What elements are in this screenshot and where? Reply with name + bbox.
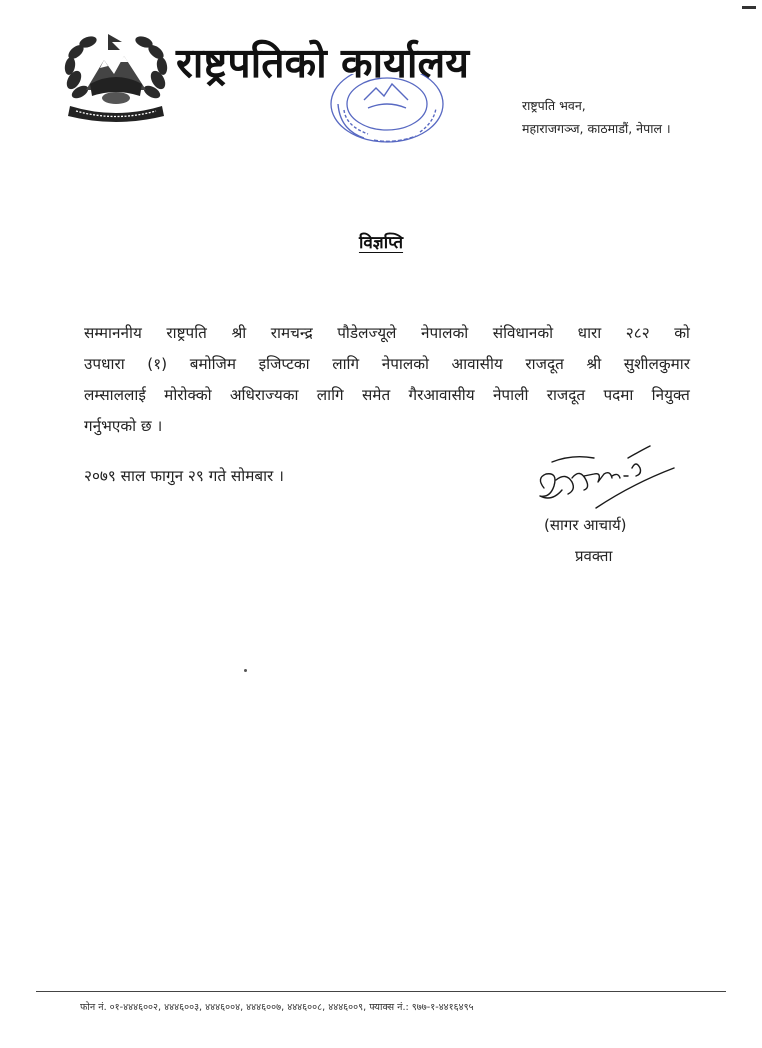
corner-mark	[742, 6, 756, 9]
signatory-name: (सागर आचार्य)	[544, 516, 627, 534]
word: नेपाली	[492, 386, 529, 404]
word: (१)	[147, 355, 168, 373]
address-line: महाराजगञ्ज, काठमाडौं, नेपाल ।	[522, 121, 671, 136]
word: लम्साललाई	[84, 386, 146, 404]
word: राजदूत	[546, 386, 586, 404]
word: को	[674, 324, 690, 342]
nepal-emblem-icon	[60, 30, 172, 126]
paragraph-line	[84, 318, 690, 349]
word: संविधानको	[492, 324, 554, 342]
handwritten-signature-icon	[532, 438, 680, 524]
word: अधिराज्यका	[229, 386, 299, 404]
signatory-title: प्रवक्ता	[575, 547, 613, 565]
word: श्री	[231, 324, 247, 342]
word: सुशीलकुमार	[623, 355, 690, 373]
word: पदमा	[603, 386, 634, 404]
word: लागि	[332, 355, 360, 373]
office-title: राष्ट्रपतिको कार्यालय	[176, 39, 470, 87]
word: गर्नुभएको छ ।	[84, 417, 163, 435]
word: बमोजिम	[189, 355, 237, 373]
word: नेपालको	[381, 355, 429, 373]
address-line: राष्ट्रपति भवन,	[522, 98, 586, 113]
notice-date: २०७९ साल फागुन २९ गते सोमबार ।	[84, 467, 284, 485]
office-stamp-icon	[324, 74, 450, 148]
word: नियुक्त	[651, 386, 690, 404]
word: नेपालको	[420, 324, 469, 342]
scan-speck	[244, 669, 247, 672]
notice-title-text: विज्ञप्ति	[358, 233, 404, 253]
word: राष्ट्रपति	[166, 324, 207, 342]
word: उपधारा	[84, 355, 125, 373]
word: श्री	[586, 355, 602, 373]
word: राजदूत	[525, 355, 564, 373]
notice-paragraph	[84, 318, 690, 442]
paragraph-line	[84, 380, 690, 411]
word: इजिप्टका	[258, 355, 310, 373]
word: पौडेलज्यूले	[337, 324, 397, 342]
footer-divider	[36, 991, 726, 992]
word: गैरआवासीय	[408, 386, 475, 404]
word: आवासीय	[451, 355, 503, 373]
word: २८२	[625, 324, 650, 342]
word: रामचन्द्र	[270, 324, 313, 342]
paragraph-line	[84, 349, 690, 380]
footer-contact: फोन नं. ०१-४४४६००२, ४४४६००३, ४४४६००४, ४४४६००७, ४४४६००८, ४४४६००९, फ्याक्स नं.: ९७७-१-४४१६४९५	[80, 1002, 474, 1013]
word: मोरोक्को	[164, 386, 212, 404]
word: धारा	[577, 324, 602, 342]
notice-title	[0, 230, 762, 253]
word: समेत	[361, 386, 391, 404]
office-address	[522, 94, 671, 140]
word: सम्माननीय	[84, 324, 142, 342]
word: लागि	[316, 386, 344, 404]
